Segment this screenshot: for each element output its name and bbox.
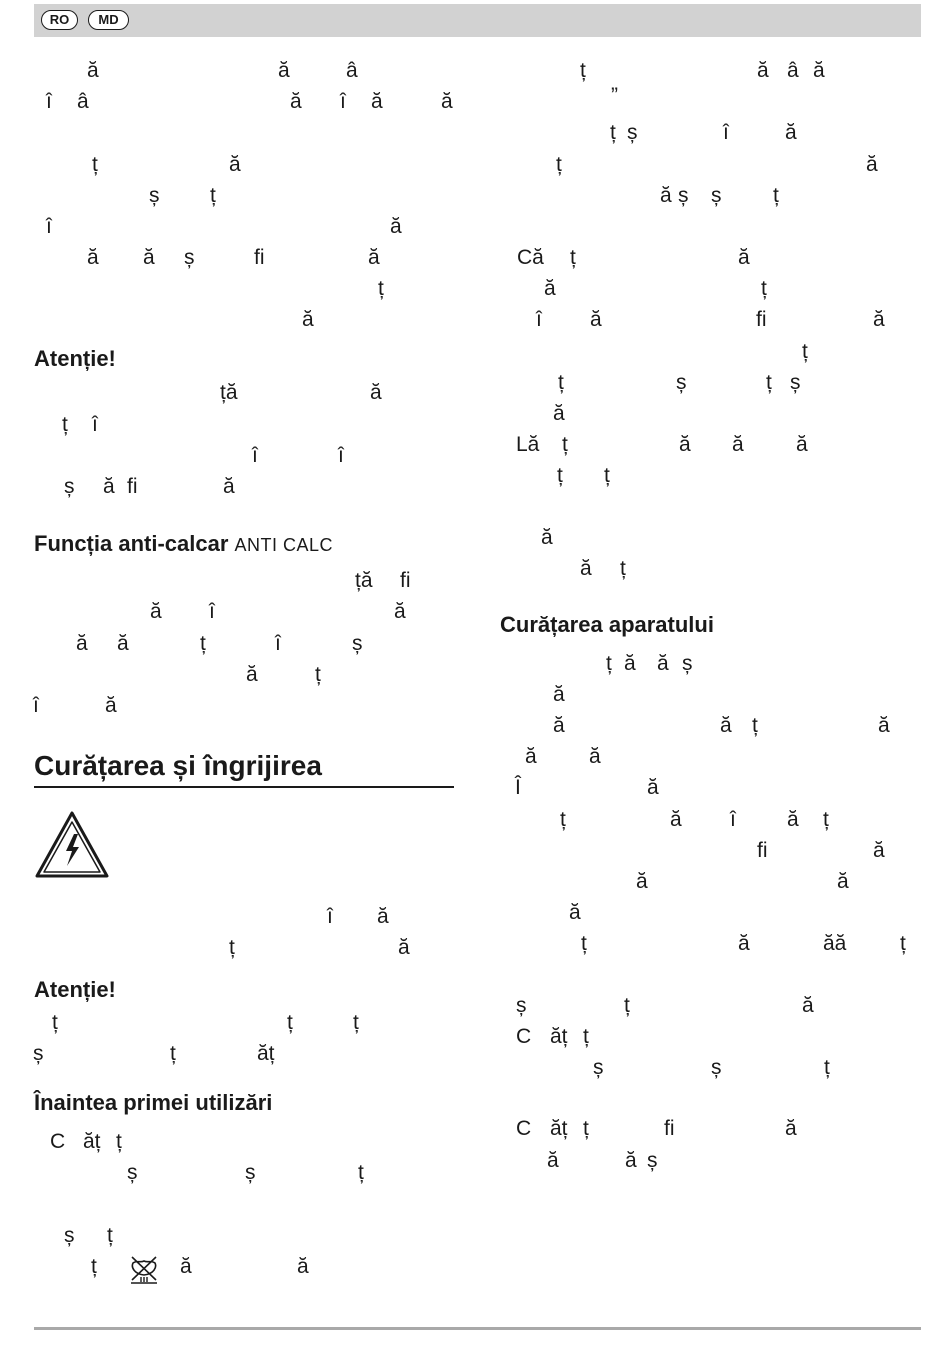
text-fragment: ă: [370, 381, 382, 404]
text-fragment: ț: [620, 557, 626, 580]
warning-heading-2: Atenție!: [34, 977, 116, 1002]
text-fragment: ță: [220, 381, 238, 404]
anti-calc-title: Funcția anti-calcar: [34, 531, 229, 556]
text-fragment: ț: [583, 1025, 589, 1048]
text-fragment: ț: [766, 371, 772, 394]
text-fragment: ț: [556, 153, 562, 176]
text-fragment: ă: [796, 433, 808, 456]
text-fragment: î: [275, 632, 281, 655]
page-header-band: [34, 4, 921, 37]
text-fragment: ă: [624, 652, 636, 675]
text-fragment: ț: [558, 371, 564, 394]
text-fragment: ț: [580, 59, 586, 82]
text-fragment: ț: [210, 184, 216, 207]
text-fragment: ț: [773, 184, 779, 207]
text-fragment: ț: [107, 1224, 113, 1247]
text-fragment: ț: [581, 932, 587, 955]
text-fragment: ”: [611, 84, 618, 107]
text-fragment: ă: [541, 526, 553, 549]
text-fragment: ă: [229, 153, 241, 176]
text-fragment: ă: [757, 59, 769, 82]
text-fragment: î: [252, 444, 258, 467]
text-fragment: ț: [802, 340, 808, 363]
text-fragment: ș: [647, 1149, 658, 1172]
text-fragment: ă: [647, 776, 659, 799]
text-fragment: ă: [732, 433, 744, 456]
text-fragment: ă: [553, 714, 565, 737]
text-fragment: î: [327, 905, 333, 928]
text-fragment: ș: [64, 475, 75, 498]
text-fragment: ă: [103, 475, 115, 498]
text-fragment: ț: [92, 153, 98, 176]
text-fragment: î: [340, 90, 346, 113]
anti-calc-label: ANTI CALC: [234, 535, 334, 555]
text-fragment: ă: [873, 308, 885, 331]
text-fragment: î: [338, 444, 344, 467]
text-fragment: Î: [515, 776, 521, 799]
text-fragment: ș: [593, 1056, 604, 1079]
text-fragment: ă: [544, 277, 556, 300]
text-fragment: ă: [371, 90, 383, 113]
do-not-tumble-dry-icon: [128, 1253, 160, 1285]
text-fragment: î: [209, 600, 215, 623]
text-fragment: ș: [64, 1224, 75, 1247]
text-fragment: ț: [752, 714, 758, 737]
lang-badge-ro: RO: [41, 10, 78, 30]
text-fragment: ă: [377, 905, 389, 928]
text-fragment: ț: [583, 1117, 589, 1140]
text-fragment: ăț: [550, 1025, 568, 1048]
text-fragment: ă: [589, 745, 601, 768]
text-fragment: fi: [757, 839, 768, 862]
text-fragment: î: [92, 413, 98, 436]
text-fragment: ț: [200, 632, 206, 655]
text-fragment: ș: [627, 121, 638, 144]
text-fragment: ș: [711, 1056, 722, 1079]
text-fragment: ăț: [257, 1042, 275, 1065]
text-fragment: î: [730, 808, 736, 831]
text-fragment: ă: [625, 1149, 637, 1172]
text-fragment: ă: [720, 714, 732, 737]
text-fragment: ă: [105, 694, 117, 717]
text-fragment: ă: [278, 59, 290, 82]
text-fragment: ș: [678, 184, 689, 207]
text-fragment: ț: [116, 1130, 122, 1153]
text-fragment: ă: [813, 59, 825, 82]
text-fragment: ă: [878, 714, 890, 737]
text-fragment: ă: [150, 600, 162, 623]
text-fragment: ă: [738, 246, 750, 269]
text-fragment: ă: [297, 1255, 309, 1278]
text-fragment: ă: [873, 839, 885, 862]
text-fragment: ț: [624, 994, 630, 1017]
text-fragment: C: [516, 1117, 532, 1140]
text-fragment: ă: [657, 652, 669, 675]
text-fragment: ș: [245, 1161, 256, 1184]
text-fragment: ă: [368, 246, 380, 269]
text-fragment: î: [536, 308, 542, 331]
text-fragment: ă: [290, 90, 302, 113]
text-fragment: ă: [547, 1149, 559, 1172]
footer-rule: [34, 1327, 921, 1330]
text-fragment: ș: [516, 994, 527, 1017]
text-fragment: ț: [557, 464, 563, 487]
text-fragment: ă: [441, 90, 453, 113]
text-fragment: ă: [117, 632, 129, 655]
text-fragment: ș: [676, 371, 687, 394]
text-fragment: ăă: [823, 932, 847, 955]
text-fragment: î: [46, 215, 52, 238]
text-fragment: ț: [604, 464, 610, 487]
text-fragment: ță: [355, 569, 373, 592]
text-fragment: ț: [610, 121, 616, 144]
text-fragment: î: [33, 694, 39, 717]
text-fragment: ă: [802, 994, 814, 1017]
text-fragment: ă: [143, 246, 155, 269]
text-fragment: ă: [553, 402, 565, 425]
first-use-heading: Înaintea primei utilizări: [34, 1090, 273, 1115]
text-fragment: ă: [302, 308, 314, 331]
text-fragment: ă: [390, 215, 402, 238]
text-fragment: ț: [353, 1011, 359, 1034]
text-fragment: ă: [569, 901, 581, 924]
text-fragment: ă: [636, 870, 648, 893]
text-fragment: fi: [127, 475, 138, 498]
text-fragment: â: [346, 59, 358, 82]
text-fragment: Că: [517, 246, 544, 269]
text-fragment: ă: [553, 683, 565, 706]
text-fragment: Lă: [516, 433, 540, 456]
text-fragment: ă: [785, 121, 797, 144]
text-fragment: â: [787, 59, 799, 82]
text-fragment: ț: [823, 808, 829, 831]
text-fragment: ă: [76, 632, 88, 655]
text-fragment: ț: [900, 932, 906, 955]
text-fragment: fi: [254, 246, 265, 269]
lang-badge-md: MD: [88, 10, 129, 30]
text-fragment: fi: [400, 569, 411, 592]
text-fragment: ț: [761, 277, 767, 300]
text-fragment: ț: [358, 1161, 364, 1184]
text-fragment: ț: [378, 277, 384, 300]
text-fragment: ț: [170, 1042, 176, 1065]
text-fragment: ă: [679, 433, 691, 456]
text-fragment: ț: [562, 433, 568, 456]
text-fragment: ț: [229, 936, 235, 959]
text-fragment: ș: [127, 1161, 138, 1184]
text-fragment: fi: [756, 308, 767, 331]
text-fragment: â: [77, 90, 89, 113]
text-fragment: ă: [87, 59, 99, 82]
text-fragment: ă: [837, 870, 849, 893]
text-fragment: ă: [670, 808, 682, 831]
text-fragment: ă: [525, 745, 537, 768]
text-fragment: î: [723, 121, 729, 144]
anti-calc-heading: [34, 531, 333, 557]
text-fragment: ă: [866, 153, 878, 176]
text-fragment: ț: [52, 1011, 58, 1034]
text-fragment: ș: [790, 371, 801, 394]
text-fragment: ăț: [550, 1117, 568, 1140]
text-fragment: ăț: [83, 1130, 101, 1153]
text-fragment: ț: [287, 1011, 293, 1034]
text-fragment: ă: [785, 1117, 797, 1140]
text-fragment: î: [46, 90, 52, 113]
text-fragment: ș: [149, 184, 160, 207]
text-fragment: C: [516, 1025, 532, 1048]
text-fragment: ă: [398, 936, 410, 959]
text-fragment: ș: [33, 1042, 44, 1065]
section-title-underline: [34, 786, 454, 788]
text-fragment: C: [50, 1130, 66, 1153]
text-fragment: ș: [682, 652, 693, 675]
text-fragment: ț: [570, 246, 576, 269]
text-fragment: ș: [184, 246, 195, 269]
text-fragment: ș: [352, 632, 363, 655]
text-fragment: ă: [394, 600, 406, 623]
section-title: Curățarea și îngrijirea: [34, 750, 322, 781]
text-fragment: ă: [87, 246, 99, 269]
text-fragment: ț: [560, 808, 566, 831]
text-fragment: ț: [62, 413, 68, 436]
text-fragment: ț: [606, 652, 612, 675]
text-fragment: ă: [580, 557, 592, 580]
text-fragment: ă: [223, 475, 235, 498]
text-fragment: ă: [180, 1255, 192, 1278]
text-fragment: ă: [787, 808, 799, 831]
device-cleaning-heading: Curățarea aparatului: [500, 612, 714, 637]
text-fragment: ț: [824, 1056, 830, 1079]
text-fragment: ă: [660, 184, 672, 207]
text-fragment: ț: [91, 1255, 97, 1278]
text-fragment: ă: [246, 663, 258, 686]
warning-heading: Atenție!: [34, 346, 116, 371]
text-fragment: ă: [738, 932, 750, 955]
text-fragment: fi: [664, 1117, 675, 1140]
text-fragment: ă: [590, 308, 602, 331]
text-fragment: ț: [315, 663, 321, 686]
text-fragment: ș: [711, 184, 722, 207]
electric-shock-warning-icon: [34, 810, 110, 880]
